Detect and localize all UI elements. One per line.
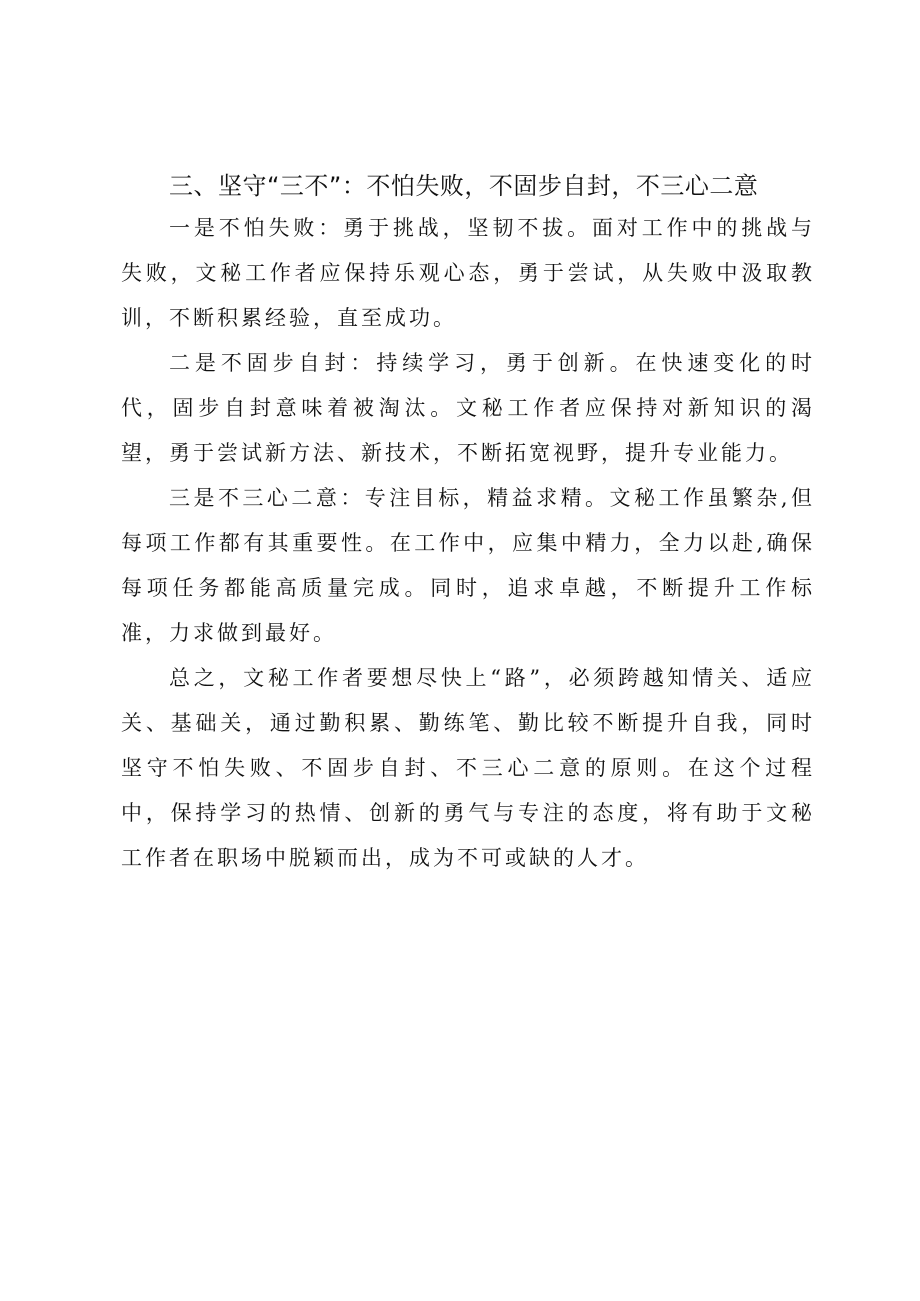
document-body bbox=[121, 166, 815, 881]
paragraph-not-afraid-of-failure: 一是不怕失败：勇于挑战，坚韧不拔。面对工作中的挑战与失败，文秘工作者应保持乐观心态，勇于尝试，从失败中汲取教训，不断积累经验，直至成功。 bbox=[121, 216, 815, 330]
paragraph-focused: 三是不三心二意：专注目标，精益求精。文秘工作虽繁杂,但每项工作都有其重要性。在工作中，应集中精力，全力以赴,确保每项任务都能高质量完成。同时，追求卓越，不断提升工作标准，力求做到最好。 bbox=[121, 486, 815, 645]
paragraph-conclusion: 总之，文秘工作者要想尽快上“路”，必须跨越知情关、适应关、基础关，通过勤积累、勤练笔、勤比较不断提升自我，同时坚守不怕失败、不固步自封、不三心二意的原则。在这个过程中，保持学习的热情、创新的勇气与专注的态度，将有助于文秘工作者在职场中脱颖而出，成为不可或缺的人才。 bbox=[121, 666, 815, 870]
paragraph-not-complacent: 二是不固步自封：持续学习，勇于创新。在快速变化的时代，固步自封意味着被淘汰。文秘工作者应保持对新知识的渴望，勇于尝试新方法、新技术，不断拓宽视野，提升专业能力。 bbox=[121, 351, 815, 465]
section-heading: 三、坚守“三不”：不怕失败，不固步自封，不三心二意 bbox=[169, 172, 759, 200]
